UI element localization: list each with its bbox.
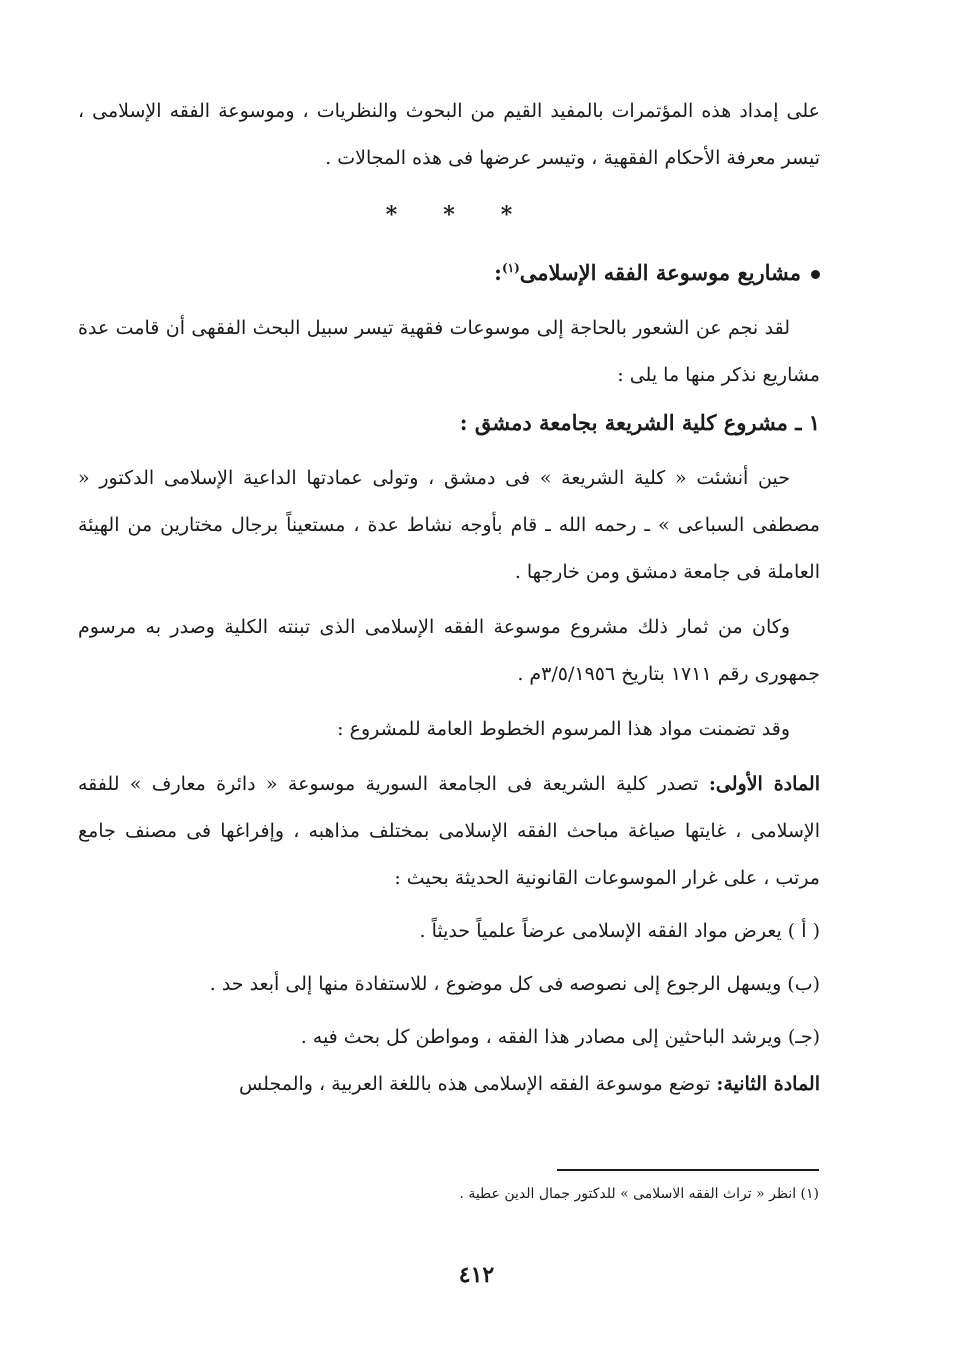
section-heading: [78, 244, 820, 297]
footnote: (١) انظر « تراث الفقه الاسلامى » للدكتور جمال الدين عطية .: [459, 1186, 819, 1202]
separator-star: *: [500, 202, 513, 228]
page-number: ٤١٢: [458, 1262, 495, 1288]
section-separator: [78, 202, 820, 228]
list-item: (جـ) ويرشد الباحثين إلى مصادر هذا الفقه ، ومواطن كل بحث فيه .: [300, 1026, 820, 1048]
separator-star: *: [385, 202, 398, 228]
article-one-label: المادة الأولى:: [708, 773, 820, 795]
decree-paragraph: وكان من ثمار ذلك مشروع موسوعة الفقه الإسلامى الذى تبنته الكلية وصدر به مرسوم جمهورى رقم ١٧١١ بتاريخ ٣/٥/١٩٥٦م .: [78, 616, 820, 685]
contents-paragraph: وقد تضمنت مواد هذا المرسوم الخطوط العامة للمشروع :: [337, 718, 790, 740]
project-heading: ١ ـ مشروع كلية الشريعة بجامعة دمشق :: [459, 410, 820, 435]
section-heading-text: مشاريع موسوعة الفقه الإسلامى: [519, 260, 801, 285]
article-two-paragraph: [78, 1061, 820, 1108]
section-intro-paragraph: لقد نجم عن الشعور بالحاجة إلى موسوعات فقهية تيسر سبيل البحث الفقهى أن قامت عدة مشاريع نذكر منها ما يلى :: [78, 317, 820, 386]
separator-star: *: [443, 202, 455, 228]
article-one-text: تصدر كلية الشريعة فى الجامعة السورية موسوعة « دائرة معارف » للفقه الإسلامى ، غايتها صياغة مباحث الفقه الإسلامى بمختلف مذاهبه ، وإفراغها فى مصنف جامع مرتب ، على غرار الموسوعات القانونية الحديثة بحيث :: [78, 773, 820, 889]
intro-paragraph: على إمداد هذه المؤتمرات بالمفيد القيم من البحوث والنظريات ، وموسوعة الفقه الإسلامى ، تيسر معرفة الأحكام الفقهية ، وتيسر عرضها فى هذه المجالات .: [78, 100, 820, 169]
list-item: (ب) ويسهل الرجوع إلى نصوصه فى كل موضوع ، للاستفادة منها إلى أبعد حد .: [209, 973, 820, 995]
page-body: [78, 88, 820, 1108]
article-two-text: توضع موسوعة الفقه الإسلامى هذه باللغة العربية ، والمجلس: [238, 1073, 711, 1095]
article-one-paragraph: [78, 761, 820, 902]
section-heading-suffix: :: [494, 260, 502, 285]
founding-paragraph: حين أنشئت « كلية الشريعة » فى دمشق ، وتولى عمادتها الداعية الإسلامى الدكتور « مصطفى السباعى » ـ رحمه الله ـ قام بأوجه نشاط عدة ، مستعيناً برجال مختارين من الهيئة العاملة فى جامعة دمشق ومن خارجها .: [78, 467, 820, 583]
article-two-label: المادة الثانية:: [716, 1073, 820, 1095]
footnote-divider: [557, 1169, 819, 1171]
bullet-icon: [811, 270, 820, 279]
list-item: ( أ ) يعرض مواد الفقه الإسلامى عرضاً علمياً حديثاً .: [419, 920, 820, 942]
footnote-reference: (١): [501, 261, 520, 275]
